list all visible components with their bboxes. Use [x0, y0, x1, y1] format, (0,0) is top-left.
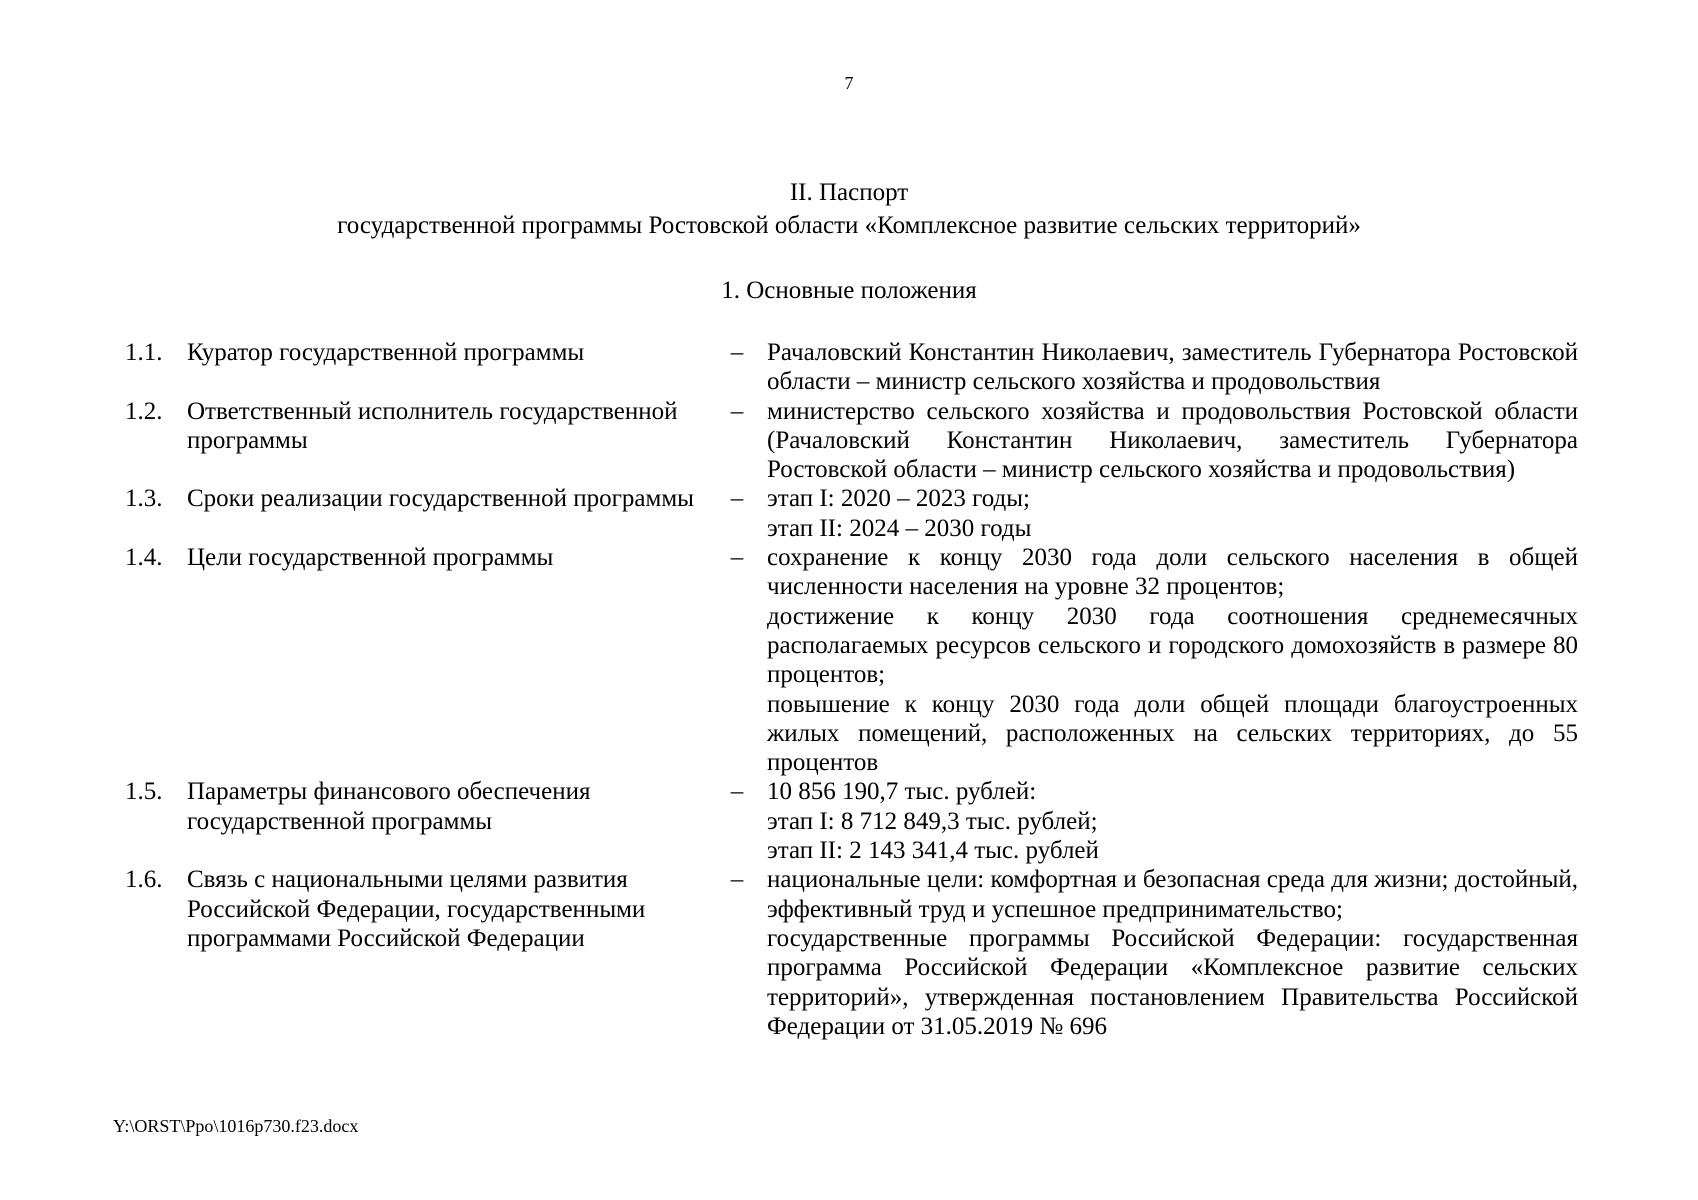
passport-table: [0, 338, 1698, 1041]
dash-separator: –: [730, 397, 744, 425]
row-value-text: этап I: 2020 – 2023 годы;: [767, 485, 1031, 513]
row-value: [767, 777, 1578, 865]
row-value: [767, 397, 1578, 485]
row-value: [767, 338, 1578, 397]
row-label: Параметры финансового обеспечения государственной программы: [187, 778, 591, 835]
dash-separator: –: [730, 778, 744, 806]
row-value-text: Рачаловский Константин Николаевич, заместитель Губернатора Ростовской области – министр сельского хозяйства и продовольствия: [767, 339, 1578, 396]
footer-file-path: Y:\ORST\Ppo\1016p730.f23.docx: [113, 1116, 359, 1136]
dash-separator: –: [730, 544, 744, 572]
row-value-text: 10 856 190,7 тыс. рублей:: [767, 778, 1037, 806]
row-value-text: национальные цели: комфортная и безопасная среда для жизни; достойный, эффективный труд и успешное предпринимательство;: [767, 866, 1578, 923]
passport-row-1-5: [0, 777, 1698, 865]
row-value-text: повышение к концу 2030 года доли общей площади благоустроенных жилых помещений, расположенных на сельских территориях, до 55 процентов: [767, 690, 1578, 777]
row-value: [767, 865, 1578, 1041]
row-value-text: этап II: 2024 – 2030 годы: [767, 514, 1032, 542]
row-number: 1.2.: [125, 397, 163, 425]
row-label: Сроки реализации государственной программы: [187, 485, 694, 513]
row-value-text: этап II: 2 143 341,4 тыс. рублей: [767, 837, 1099, 865]
passport-row-1-4: [0, 543, 1698, 777]
dash-separator: –: [730, 339, 744, 366]
passport-row-1-1: [0, 338, 1698, 397]
document-title-line-1: II. Паспорт: [789, 179, 909, 206]
row-value: [767, 543, 1578, 777]
passport-row-1-2: [0, 397, 1698, 485]
row-value-text: достижение к концу 2030 года соотношения среднемесячных располагаемых ресурсов сельского и городского домохозяйств в размере 80 процентов;: [767, 602, 1578, 689]
section-title: 1. Основные положения: [721, 277, 977, 304]
passport-row-1-3: [0, 484, 1698, 543]
row-number: 1.4.: [125, 544, 163, 572]
row-label: Куратор государственной программы: [187, 339, 585, 366]
document-title-line-2: государственной программы Ростовской области «Комплексное развитие сельских территорий»: [337, 212, 1361, 239]
row-label: Ответственный исполнитель государственной программы: [187, 397, 678, 454]
row-label: Связь с национальными целями развития Российской Федерации, государственными программами Российской Федерации: [187, 866, 646, 952]
row-value-text: государственные программы Российской Федерации: государственная программа Российской Федерации «Комплексное развитие сельских территорий», утвержденная постановлением Правительства Российской Федерации от 31.05.2019 № 696: [767, 924, 1578, 1040]
row-value-text: сохранение к концу 2030 года доли сельского населения в общей численности населения на уровне 32 процентов;: [767, 544, 1578, 601]
row-value-text: этап I: 8 712 849,3 тыс. рублей;: [767, 807, 1098, 835]
page-number: 7: [844, 73, 854, 93]
row-value-text: министерство сельского хозяйства и продовольствия Ростовской области (Рачаловский Константин Николаевич, заместитель Губернатора Ростовской области – министр сельского хозяйства и продовольствия): [767, 397, 1578, 484]
passport-row-1-6: [0, 865, 1698, 1041]
row-value: [767, 484, 1578, 543]
row-label: Цели государственной программы: [187, 544, 554, 572]
row-number: 1.1.: [125, 339, 163, 366]
row-number: 1.5.: [125, 778, 163, 806]
dash-separator: –: [730, 485, 744, 513]
row-number: 1.3.: [125, 485, 163, 513]
document-title: [0, 176, 1698, 242]
dash-separator: –: [730, 866, 744, 894]
row-number: 1.6.: [125, 866, 163, 894]
